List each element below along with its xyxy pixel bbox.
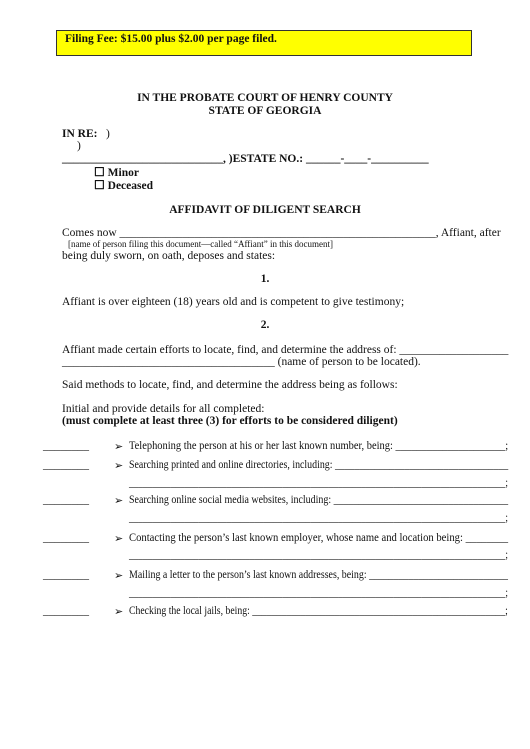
section-number-2: 2. (260, 319, 270, 331)
intro-line: Comes now _______________________________________________________, Affiant, after (62, 227, 501, 239)
initial-blank[interactable]: ________ (43, 532, 89, 544)
document-title: AFFIDAVIT OF DILIGENT SEARCH (169, 204, 361, 216)
search-method-text: Telephoning the person at his or her last known number, being: _____________________; (129, 440, 509, 452)
section-2-line-2: _____________________________________ (name of person to be located). (62, 356, 421, 368)
arrow-bullet-icon: ➢ (114, 495, 124, 507)
section-1-text: Affiant is over eighteen (18) years old and is competent to give testimony; (62, 296, 405, 308)
initial-blank[interactable]: ________ (43, 605, 89, 617)
caption-paren: ) (106, 128, 110, 140)
in-re-label: IN RE: (62, 128, 98, 140)
arrow-bullet-icon: ➢ (114, 533, 124, 545)
caption-paren: ) (77, 140, 81, 152)
search-method-text: Contacting the person’s last known employer, whose name and location being: ________ (129, 532, 509, 544)
oath-line: being duly sworn, on oath, deposes and states: (62, 250, 276, 262)
filing-fee-notice (56, 30, 472, 56)
deceased-label: Deceased (107, 180, 153, 192)
search-method-text: Checking the local jails, being: ____________________________________________________; (129, 605, 508, 617)
initial-blank[interactable]: ________ (43, 440, 89, 452)
estate-caption-line: ____________________________, )ESTATE NO.: ______-____-__________ (62, 153, 429, 165)
detail-continuation-line[interactable]: _________________________________________________________________________________; (129, 512, 508, 524)
court-state: STATE OF GEORGIA (208, 105, 322, 117)
search-method-text: Searching printed and online directories, including: ___________________________________ (129, 459, 509, 471)
detail-continuation-line[interactable]: _________________________________________________________________________________; (129, 477, 508, 489)
detail-continuation-line[interactable]: _________________________________________________________________________________; (129, 549, 508, 561)
deceased-option[interactable] (94, 178, 153, 193)
court-name: IN THE PROBATE COURT OF HENRY COUNTY (137, 92, 393, 104)
minor-label: Minor (107, 167, 139, 179)
detail-continuation-line[interactable]: _________________________________________________________________________________; (129, 587, 508, 599)
methods-text: Said methods to locate, find, and determine the address being as follows: (62, 379, 398, 391)
checkbox-icon[interactable]: ☐ (94, 178, 105, 192)
arrow-bullet-icon: ➢ (114, 460, 124, 472)
arrow-bullet-icon: ➢ (114, 570, 124, 582)
arrow-bullet-icon: ➢ (114, 441, 124, 453)
affiant-hint: [name of person filing this document—called “Affiant” in this document] (68, 239, 334, 249)
initial-blank[interactable]: ________ (43, 494, 89, 506)
search-method-text: Mailing a letter to the person’s last known addresses, being: ____________________________ (129, 569, 509, 581)
checkbox-icon[interactable]: ☐ (94, 165, 105, 179)
initial-blank[interactable]: ________ (43, 569, 89, 581)
arrow-bullet-icon: ➢ (114, 606, 124, 618)
initial-blank[interactable]: ________ (43, 459, 89, 471)
section-number-1: 1. (260, 273, 270, 285)
search-method-text: Searching online social media websites, including: ___________________________________ (129, 494, 509, 506)
section-2-line-1: Affiant made certain efforts to locate, find, and determine the address of: ___________________ (62, 344, 509, 356)
minimum-requirement: (must complete at least three (3) for efforts to be considered diligent) (62, 415, 398, 427)
filing-fee-text: Filing Fee: $15.00 plus $2.00 per page filed. (65, 33, 277, 45)
initial-instructions: Initial and provide details for all completed: (62, 403, 265, 415)
